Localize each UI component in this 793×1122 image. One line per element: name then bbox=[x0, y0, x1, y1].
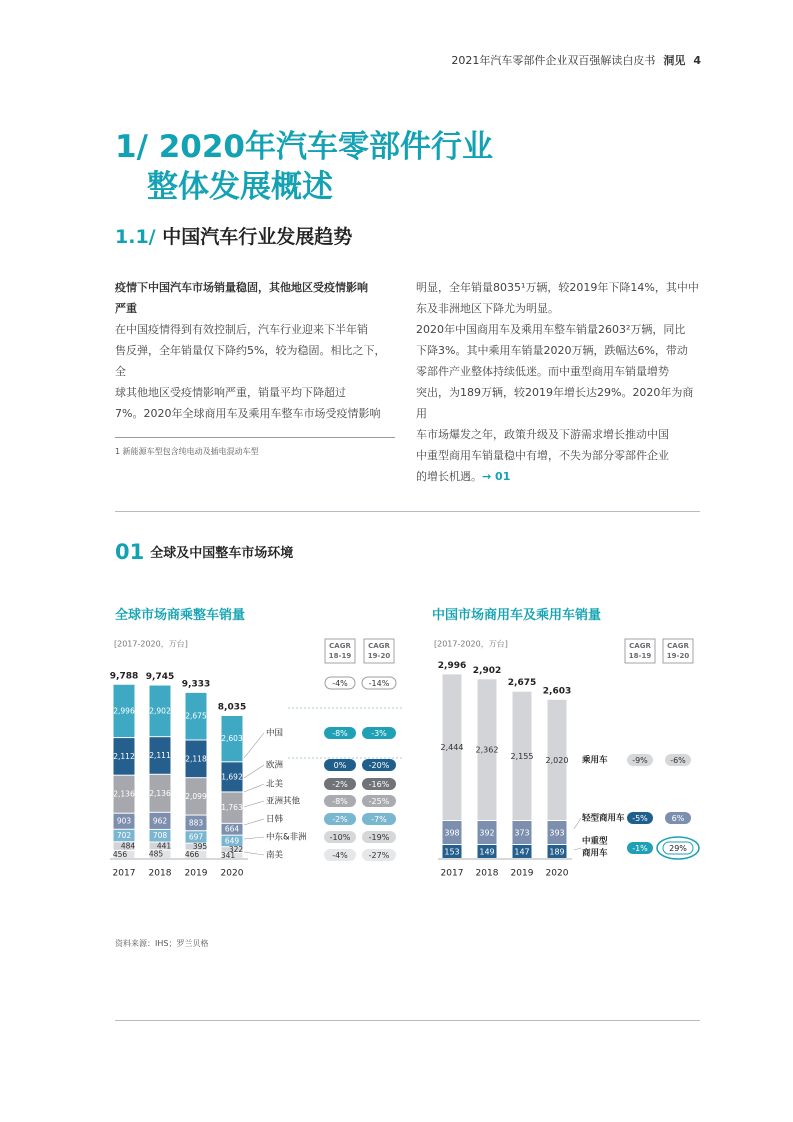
exhibit-title: 全球及中国整车市场环境 bbox=[150, 546, 294, 561]
left-heading-line2: 严重 bbox=[115, 302, 137, 315]
chart1-xlabel-2019: 2019 bbox=[184, 868, 208, 879]
chart2-label-2019-乘用车: 2,155 bbox=[510, 751, 534, 761]
chart1-legend-中国: 中国 bbox=[266, 728, 284, 739]
right-chart-title: 中国市场商用车及乘用车销量 bbox=[432, 608, 602, 623]
chart1-cagr-total-2: -14% bbox=[368, 679, 390, 688]
page-header bbox=[0, 52, 701, 68]
chart1-leader-0 bbox=[244, 733, 264, 758]
right-line-8: 中重型商用车销量稳中有增，不失为部分零部件企业 bbox=[416, 449, 669, 462]
chart2-label-2017-中重型商用车: 153 bbox=[444, 847, 460, 857]
chart2-xlabel-2020: 2020 bbox=[545, 868, 569, 879]
chart1-xlabel-2017: 2017 bbox=[112, 868, 136, 879]
chart1-leader-2 bbox=[244, 784, 264, 792]
chart1-label-2020-亚洲其他: 664 bbox=[224, 824, 240, 834]
left-heading-line1: 疫情下中国汽车市场销量稳固，其他地区受疫情影响 bbox=[115, 281, 368, 294]
chart2-legend-中重型商用车-1: 中重型 bbox=[582, 836, 608, 847]
chart1-label-2018-中国: 2,902 bbox=[149, 706, 171, 716]
page-number: 4 bbox=[693, 54, 701, 67]
exhibit-heading bbox=[115, 540, 293, 564]
chart1-label-2018-北美: 2,136 bbox=[149, 788, 171, 798]
chart1-legend-北美: 北美 bbox=[266, 779, 284, 790]
chart1-xlabel-2018: 2018 bbox=[148, 868, 172, 879]
chart1-cagr-header-2-line2: 19-20 bbox=[367, 652, 391, 660]
chart2-label-2020-乘用车: 2,020 bbox=[545, 755, 569, 765]
chart1-label-2019-日韩: 697 bbox=[188, 832, 204, 842]
chart1-label-2020-中东&非洲: 322 bbox=[228, 845, 244, 855]
chart1-legend-日韩: 日韩 bbox=[266, 814, 284, 825]
chart2-total-2017: 2,996 bbox=[437, 660, 467, 671]
chart1-cagr-2-北美: -16% bbox=[368, 780, 390, 789]
chart2-legend-中重型商用车-2: 商用车 bbox=[582, 848, 608, 859]
document-title: 2021年汽车零部件企业双百强解读白皮书 bbox=[451, 54, 656, 67]
chart1-leader-6 bbox=[244, 852, 264, 855]
chart1-cagr-2-欧洲: -20% bbox=[368, 761, 390, 770]
subtitle-text: 中国汽车行业发展趋势 bbox=[162, 226, 353, 248]
chart2-cagr-header-2-line1: CAGR bbox=[667, 642, 689, 650]
right-line-3: 2020年中国商用车及乘用车整车销量2603²万辆，同比 bbox=[416, 323, 686, 336]
right-line-5: 零部件产业整体持续低迷。而中重型商用车销量增势 bbox=[416, 365, 669, 378]
chart1-label-2019-北美: 2,099 bbox=[185, 791, 207, 801]
left-chart-title: 全球市场商乘整车销量 bbox=[115, 608, 246, 623]
chart1-label-2018-亚洲其他: 962 bbox=[152, 816, 168, 826]
chart1-cagr-2-南美: -27% bbox=[368, 851, 390, 860]
footnote: 1 新能源车型包含纯电动及插电混动车型 bbox=[115, 447, 259, 456]
chart2-label-2017-乘用车: 2,444 bbox=[440, 743, 464, 753]
chart1-label-2019-欧洲: 2,118 bbox=[185, 754, 207, 764]
chart2-label-2017-轻型商用车: 398 bbox=[444, 828, 460, 838]
chart1-cagr-1-日韩: -2% bbox=[332, 815, 348, 824]
chart1-cagr-1-中国: -8% bbox=[332, 729, 348, 738]
chart1-legend-亚洲其他: 亚洲其他 bbox=[266, 796, 301, 807]
chart2-label-2019-轻型商用车: 373 bbox=[514, 828, 530, 838]
chart2-cagr-header-1-line2: 18-19 bbox=[628, 652, 652, 660]
chart1-total-2017: 9,788 bbox=[109, 671, 139, 682]
exhibit-number: 01 bbox=[115, 540, 145, 564]
chart1-cagr-2-亚洲其他: -25% bbox=[368, 797, 390, 806]
chart1-subtitle: [2017-2020，万台] bbox=[114, 639, 188, 649]
chart2-xlabel-2018: 2018 bbox=[475, 868, 499, 879]
section-divider-top bbox=[115, 511, 700, 512]
chart1-label-2020-南美: 341 bbox=[220, 850, 236, 860]
chart1-cagr-2-日韩: -7% bbox=[371, 815, 387, 824]
chart2-subtitle: [2017-2020，万台] bbox=[434, 639, 508, 649]
chart2-cagr-header-1-line1: CAGR bbox=[629, 642, 651, 650]
source-note: 资料来源：IHS；罗兰贝格 bbox=[115, 939, 209, 948]
chart2-cagr-2-中重型商用车: 29% bbox=[669, 844, 687, 853]
chart2-cagr-1-中重型商用车: -1% bbox=[632, 844, 648, 853]
chart1-leader-5 bbox=[244, 837, 264, 839]
chart1-cagr-2-中东&非洲: -19% bbox=[368, 833, 390, 842]
chart1-label-2017-亚洲其他: 903 bbox=[116, 816, 132, 826]
chart1-leader-3 bbox=[244, 801, 264, 807]
chart2-xlabel-2019: 2019 bbox=[510, 868, 534, 879]
section-divider-bottom bbox=[115, 1020, 700, 1021]
chart2-label-2020-中重型商用车: 189 bbox=[549, 847, 565, 857]
right-line-2: 东及非洲地区下降尤为明显。 bbox=[416, 302, 559, 315]
chart1-legend-中东&非洲: 中东&非洲 bbox=[266, 832, 307, 843]
chart1-label-2020-日韩: 649 bbox=[224, 836, 240, 846]
left-column bbox=[115, 277, 395, 424]
chart1-label-2018-欧洲: 2,111 bbox=[149, 750, 171, 760]
chart1-label-2017-北美: 2,136 bbox=[113, 789, 135, 799]
subtitle bbox=[115, 222, 352, 249]
chart2-leader-light bbox=[574, 818, 581, 829]
chart1-total-2019: 9,333 bbox=[181, 679, 211, 690]
chart1-leader-1 bbox=[244, 765, 264, 778]
chart2-cagr-header-2-line2: 19-20 bbox=[666, 652, 690, 660]
chart2-legend-轻型商用车: 轻型商用车 bbox=[582, 813, 625, 824]
chart1-legend-南美: 南美 bbox=[266, 850, 284, 861]
chart2-total-2019: 2,675 bbox=[507, 678, 537, 689]
chart1-label-2017-欧洲: 2,112 bbox=[113, 751, 135, 761]
subtitle-number: 1.1/ bbox=[115, 226, 156, 248]
chart2-cagr-1-轻型商用车: -5% bbox=[632, 814, 648, 823]
chart1-label-2018-南美: 485 bbox=[148, 849, 164, 859]
chart1-label-2019-中国: 2,675 bbox=[185, 711, 207, 721]
right-line-7: 车市场爆发之年，政策升级及下游需求增长推动中国 bbox=[416, 428, 669, 441]
left-line-4: 7%。2020年全球商用车及乘用车整车市场受疫情影响 bbox=[115, 407, 381, 420]
left-line-1: 在中国疫情得到有效控制后，汽车行业迎来下半年销 bbox=[115, 323, 368, 336]
chart2-xlabel-2017: 2017 bbox=[440, 868, 464, 879]
chart1-label-2017-中国: 2,996 bbox=[113, 706, 135, 716]
chart1-cagr-1-中东&非洲: -10% bbox=[329, 833, 351, 842]
page-title-line1 bbox=[115, 128, 493, 166]
chart2-total-2018: 2,902 bbox=[472, 665, 502, 676]
right-line-1: 明显，全年销量8035¹万辆，较2019年下降14%，其中中 bbox=[416, 281, 699, 294]
right-line-4: 下降3%。其中乘用车销量2020万辆，跌幅达6%，带动 bbox=[416, 344, 688, 357]
chart1-label-2020-北美: 1,763 bbox=[221, 803, 243, 813]
chart1-total-2018: 9,745 bbox=[145, 672, 175, 683]
chart1-leader-4 bbox=[244, 819, 264, 825]
chart1-legend-欧洲: 欧洲 bbox=[266, 760, 284, 771]
chart1-label-2017-日韩: 702 bbox=[116, 831, 132, 841]
page-title-line2: 整体发展概述 bbox=[147, 169, 333, 205]
chart2-label-2020-轻型商用车: 393 bbox=[549, 828, 565, 838]
section-label: 洞见 bbox=[663, 54, 686, 67]
chart1-label-2020-中国: 2,603 bbox=[221, 734, 243, 744]
left-line-2: 售反弹，全年销量仅下降约5%，较为稳固。相比之下，全 bbox=[115, 344, 386, 378]
chart1-label-2019-中东&非洲: 395 bbox=[192, 842, 208, 852]
chart1-label-2018-中东&非洲: 441 bbox=[156, 841, 172, 851]
chart1-cagr-header-1-line2: 18-19 bbox=[328, 652, 352, 660]
title-text-line1: 2020年汽车零部件行业 bbox=[158, 129, 493, 165]
right-column bbox=[416, 277, 701, 487]
chart2-label-2018-中重型商用车: 149 bbox=[479, 847, 495, 857]
chart2-cagr-2-轻型商用车: 6% bbox=[671, 814, 685, 823]
left-line-3: 球其他地区受疫情影响严重，销量平均下降超过 bbox=[115, 386, 346, 399]
chart2-total-2020: 2,603 bbox=[542, 686, 572, 697]
chart2-cagr-1-乘用车: -9% bbox=[632, 756, 648, 765]
right-line-6: 突出，为189万辆，较2019年增长达29%。2020年为商用 bbox=[416, 386, 694, 420]
title-number: 1/ bbox=[115, 129, 148, 165]
chart1-label-2019-亚洲其他: 883 bbox=[188, 818, 204, 828]
chart2-legend-乘用车: 乘用车 bbox=[582, 755, 608, 766]
charts-area bbox=[108, 622, 708, 894]
footnote-divider bbox=[115, 437, 395, 438]
chart2-label-2019-中重型商用车: 147 bbox=[514, 847, 530, 857]
chart1-label-2017-南美: 456 bbox=[112, 849, 128, 859]
chart1-label-2019-南美: 466 bbox=[184, 849, 200, 859]
chart1-xlabel-2020: 2020 bbox=[220, 868, 244, 879]
chart1-cagr-1-南美: -4% bbox=[332, 851, 348, 860]
chart1-cagr-header-2-line1: CAGR bbox=[368, 642, 390, 650]
chart1-total-2020: 8,035 bbox=[217, 702, 247, 713]
chart1-cagr-total-1: -4% bbox=[332, 679, 348, 688]
chart1-cagr-header-1-line1: CAGR bbox=[329, 642, 351, 650]
right-line-9: 的增长机遇。 bbox=[416, 470, 482, 483]
chart2-label-2018-轻型商用车: 392 bbox=[479, 828, 495, 838]
chart2-label-2018-乘用车: 2,362 bbox=[475, 745, 499, 755]
exhibit-link[interactable]: → 01 bbox=[482, 470, 511, 483]
chart1-cagr-1-北美: -2% bbox=[332, 780, 348, 789]
chart1-label-2017-中东&非洲: 484 bbox=[120, 841, 136, 851]
chart1-label-2018-日韩: 708 bbox=[152, 831, 168, 841]
chart2-leader-heavy bbox=[574, 848, 581, 850]
chart1-cagr-1-欧洲: 0% bbox=[333, 761, 347, 770]
chart1-label-2020-欧洲: 1,692 bbox=[221, 772, 243, 782]
chart1-cagr-2-中国: -3% bbox=[371, 729, 387, 738]
chart2-cagr-2-乘用车: -6% bbox=[670, 756, 686, 765]
chart1-cagr-1-亚洲其他: -8% bbox=[332, 797, 348, 806]
